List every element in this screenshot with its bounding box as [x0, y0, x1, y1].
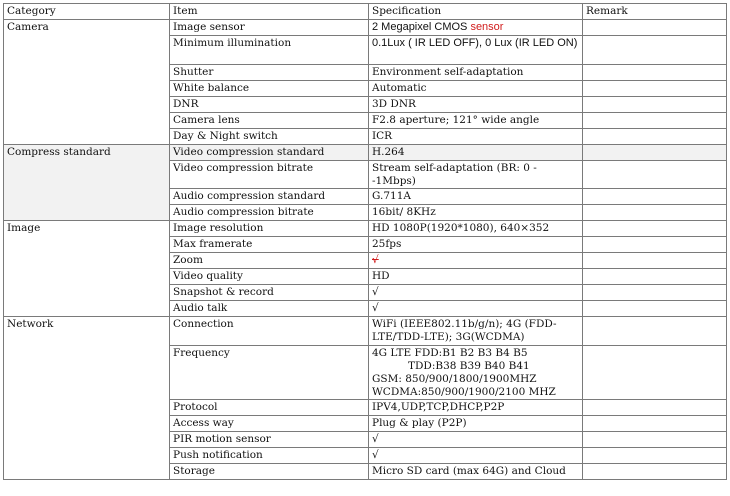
spec-cell: IPV4,UDP,TCP,DHCP,P2P — [369, 400, 583, 416]
category-cell: Camera — [4, 20, 170, 145]
remark-cell — [583, 416, 727, 432]
item-cell: Storage — [170, 464, 369, 480]
remark-cell — [583, 145, 727, 161]
spec-cell: 0.1Lux ( IR LED OFF), 0 Lux (IR LED ON) — [369, 36, 583, 65]
spec-cell: H.264 — [369, 145, 583, 161]
item-cell: Audio talk — [170, 301, 369, 317]
spec-text: 2 Megapixel CMOS — [372, 21, 471, 33]
spec-cell: Plug & play (P2P) — [369, 416, 583, 432]
frequency-line: WCDMA:850/900/1900/2100 MHZ — [372, 386, 556, 398]
frequency-line: 4G LTE FDD:B1 B2 B3 B4 B5 — [372, 347, 528, 359]
frequency-line: TDD:B38 B39 B40 B41 — [408, 360, 530, 372]
header-remark: Remark — [583, 4, 727, 20]
spec-highlight: sensor — [470, 21, 504, 33]
item-cell: Video quality — [170, 269, 369, 285]
item-cell: Access way — [170, 416, 369, 432]
item-cell: Image resolution — [170, 221, 369, 237]
remark-cell — [583, 221, 727, 237]
spec-cell: √ — [369, 432, 583, 448]
spec-cell: 25fps — [369, 237, 583, 253]
table-row — [4, 145, 727, 161]
item-cell: Video compression standard — [170, 145, 369, 161]
remark-cell — [583, 285, 727, 301]
spec-cell — [369, 346, 583, 400]
spec-cell: Automatic — [369, 81, 583, 97]
header-row — [4, 4, 727, 20]
spec-cell: WiFi (IEEE802.11b/g/n); 4G (FDD-LTE/TDD-LTE); 3G(WCDMA) — [369, 317, 583, 346]
item-cell: DNR — [170, 97, 369, 113]
spec-cell: √ — [369, 448, 583, 464]
spec-cell: HD 1080P(1920*1080), 640×352 — [369, 221, 583, 237]
category-cell: Compress standard — [4, 145, 170, 221]
spec-cell: √ — [369, 285, 583, 301]
remark-cell — [583, 269, 727, 285]
category-cell: Image — [4, 221, 170, 317]
remark-cell — [583, 205, 727, 221]
remark-cell — [583, 346, 727, 400]
remark-cell — [583, 317, 727, 346]
item-cell: Audio compression standard — [170, 189, 369, 205]
spec-cell: F2.8 aperture; 121° wide angle — [369, 113, 583, 129]
item-cell: Snapshot & record — [170, 285, 369, 301]
remark-cell — [583, 253, 727, 269]
specification-table — [3, 3, 727, 480]
remark-cell — [583, 189, 727, 205]
remark-cell — [583, 20, 727, 36]
header-specification: Specification — [369, 4, 583, 20]
item-cell: Shutter — [170, 65, 369, 81]
table-row — [4, 20, 727, 36]
remark-cell — [583, 448, 727, 464]
remark-cell — [583, 113, 727, 129]
header-category: Category — [4, 4, 170, 20]
item-cell: White balance — [170, 81, 369, 97]
spec-cell: Environment self-adaptation — [369, 65, 583, 81]
spec-cell: HD — [369, 269, 583, 285]
header-item: Item — [170, 4, 369, 20]
item-cell: Audio compression bitrate — [170, 205, 369, 221]
remark-cell — [583, 400, 727, 416]
item-cell: Image sensor — [170, 20, 369, 36]
spec-cell: 3D DNR — [369, 97, 583, 113]
spec-cell: G.711A — [369, 189, 583, 205]
remark-cell — [583, 301, 727, 317]
frequency-line: GSM: 850/900/1800/1900MHZ — [372, 373, 537, 385]
item-cell: Zoom — [170, 253, 369, 269]
item-cell: Video compression bitrate — [170, 161, 369, 189]
spec-cell: 16bit/ 8KHz — [369, 205, 583, 221]
spec-cell: ICR — [369, 129, 583, 145]
item-cell: Camera lens — [170, 113, 369, 129]
remark-cell — [583, 161, 727, 189]
remark-cell — [583, 36, 727, 65]
remark-cell — [583, 65, 727, 81]
item-cell: Connection — [170, 317, 369, 346]
item-cell: Day & Night switch — [170, 129, 369, 145]
item-cell: Minimum illumination — [170, 36, 369, 65]
item-cell: Push notification — [170, 448, 369, 464]
item-cell: Frequency — [170, 346, 369, 400]
spec-cell — [369, 20, 583, 36]
check-mark: √ — [372, 254, 379, 266]
spec-cell: √ — [369, 301, 583, 317]
category-cell: Network — [4, 317, 170, 480]
item-cell: Protocol — [170, 400, 369, 416]
item-cell: Max framerate — [170, 237, 369, 253]
table-row — [4, 317, 727, 346]
spec-cell: Micro SD card (max 64G) and Cloud — [369, 464, 583, 480]
item-cell: PIR motion sensor — [170, 432, 369, 448]
spec-cell — [369, 253, 583, 269]
remark-cell — [583, 432, 727, 448]
remark-cell — [583, 129, 727, 145]
spec-cell: Stream self-adaptation (BR: 0 --1Mbps) — [369, 161, 583, 189]
remark-cell — [583, 237, 727, 253]
remark-cell — [583, 464, 727, 480]
remark-cell — [583, 97, 727, 113]
remark-cell — [583, 81, 727, 97]
table-row — [4, 221, 727, 237]
